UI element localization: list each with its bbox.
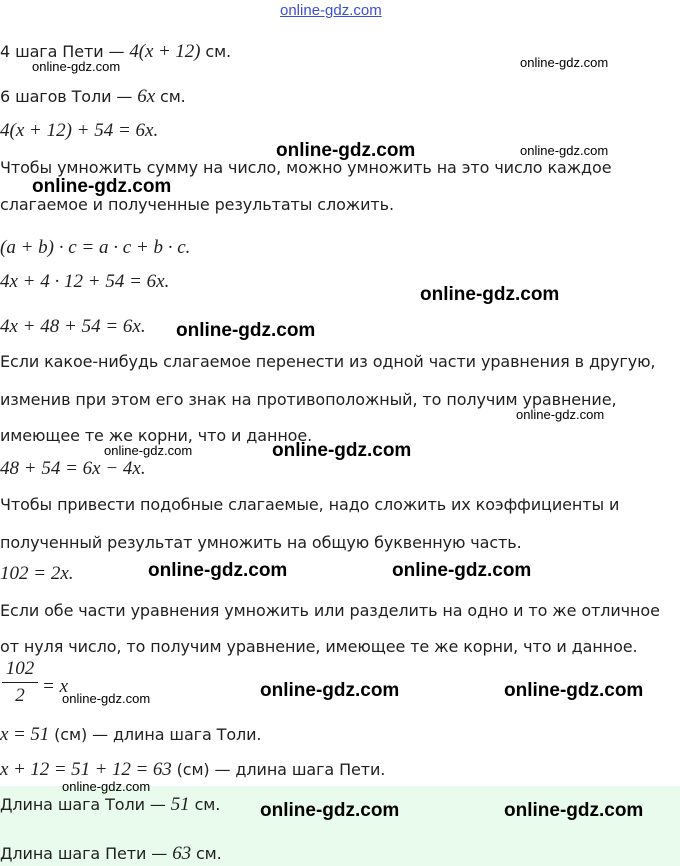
fraction-bar bbox=[2, 682, 38, 683]
equation-4: 48 + 54 = 6x − 4x. bbox=[0, 458, 146, 479]
math-expression: x + 12 = 51 + 12 = 63 bbox=[0, 759, 172, 780]
line-text: (см) — длина шага Толи. bbox=[49, 725, 262, 744]
unit: см. bbox=[200, 42, 232, 61]
equation-5: 102 = 2x. bbox=[0, 563, 74, 584]
equation-1: 4(x + 12) + 54 = 6x. bbox=[0, 120, 159, 141]
answer-value: 51 bbox=[170, 794, 190, 815]
rule-4-line-a: Если обе части уравнения умножить или разделить на одно и то же отличное bbox=[0, 601, 660, 620]
answer-unit: см. bbox=[189, 795, 221, 814]
watermark-large: online-gdz.com bbox=[420, 284, 560, 305]
watermark-small: online-gdz.com bbox=[62, 779, 151, 794]
answer-text: Длина шага Пети — bbox=[0, 844, 173, 863]
math-expression: 4(x + 12) bbox=[129, 41, 201, 62]
math-expression: x = 51 bbox=[0, 724, 50, 745]
result-line-2 bbox=[0, 760, 385, 780]
watermark-large: online-gdz.com bbox=[504, 680, 644, 701]
watermark-large: online-gdz.com bbox=[276, 140, 416, 161]
rule-2-line-b: изменив при этом его знак на противоположный, то получим уравнение, bbox=[0, 390, 617, 409]
equation-3: 4x + 48 + 54 = 6x. bbox=[0, 316, 146, 337]
line-text: (см) — длина шага Пети. bbox=[171, 760, 386, 779]
watermark-large: online-gdz.com bbox=[32, 176, 172, 197]
line-text: 4 шага Пети — bbox=[0, 42, 130, 61]
answer-unit: см. bbox=[191, 844, 222, 863]
answer-text: Длина шага Толи — bbox=[0, 795, 171, 814]
watermark-large: online-gdz.com bbox=[272, 440, 412, 461]
rule-3-line-a: Чтобы привести подобные слагаемые, надо сложить их коэффициенты и bbox=[0, 495, 620, 514]
watermark-large: online-gdz.com bbox=[148, 560, 288, 581]
rule-4-line-b: от нуля число, то получим уравнение, имеющее те же корни, что и данное. bbox=[0, 637, 638, 656]
watermark-small: online-gdz.com bbox=[62, 691, 151, 706]
solution-line-2 bbox=[0, 87, 186, 107]
rule-2-line-a: Если какое-нибудь слагаемое перенести из одной части уравнения в другую, bbox=[0, 352, 656, 371]
watermark-large: online-gdz.com bbox=[176, 320, 316, 341]
fraction-numerator: 102 bbox=[5, 658, 35, 679]
watermark-small: online-gdz.com bbox=[104, 443, 193, 458]
equation-2: 4x + 4 · 12 + 54 = 6x. bbox=[0, 271, 170, 292]
answer-line-1 bbox=[0, 795, 220, 815]
math-expression: 6x bbox=[137, 86, 156, 107]
watermark-large: online-gdz.com bbox=[260, 800, 400, 821]
unit: см. bbox=[155, 87, 186, 106]
answer-line-2 bbox=[0, 844, 222, 864]
rule-1-line-b: слагаемое и полученные результаты сложить. bbox=[0, 195, 394, 214]
rule-1-line-a: Чтобы умножить сумму на число, можно умножить на это число каждое bbox=[0, 158, 612, 177]
watermark-small: online-gdz.com bbox=[520, 55, 609, 70]
watermark-large: online-gdz.com bbox=[260, 680, 400, 701]
fraction-denominator: 2 bbox=[15, 685, 25, 706]
watermark-top-link[interactable]: online-gdz.com bbox=[280, 2, 382, 19]
fraction-equals: = x bbox=[42, 676, 69, 697]
watermark-large: online-gdz.com bbox=[504, 800, 644, 821]
watermark-small: online-gdz.com bbox=[520, 143, 609, 158]
watermark-small: online-gdz.com bbox=[516, 407, 605, 422]
line-text: 6 шагов Толи — bbox=[0, 87, 138, 106]
fraction bbox=[2, 658, 38, 707]
rule-3-line-b: полученный результат умножить на общую буквенную часть. bbox=[0, 533, 522, 552]
rule-2-line-c: имеющее те же корни, что и данное. bbox=[0, 426, 313, 445]
watermark-small: online-gdz.com bbox=[32, 59, 121, 74]
answer-value: 63 bbox=[172, 843, 191, 864]
formula-distributive: (a + b) · c = a · c + b · c. bbox=[0, 237, 191, 258]
result-line-1 bbox=[0, 725, 261, 745]
watermark-large: online-gdz.com bbox=[392, 560, 532, 581]
